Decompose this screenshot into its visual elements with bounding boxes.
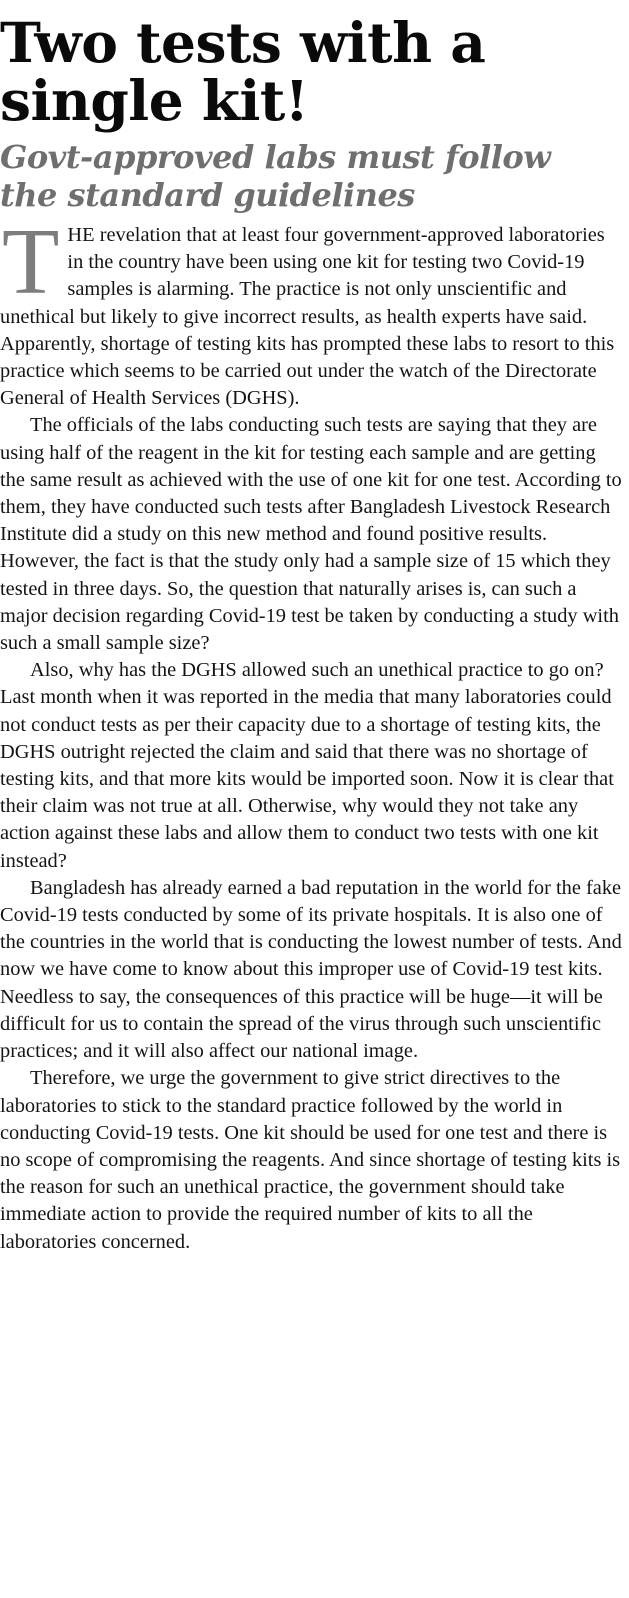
paragraph-1-text: HE revelation that at least four government-approved laboratories in the country have been using one kit for testing two Covid-19 samples is alarming. The practice is not only unscientific and unethical but likely to give incorrect results, as health experts have said. Apparently, shortage of testing kits has prompted these labs to resort to this practice which seems to be carried out under the watch of the Directorate General of Health Services (DGHS).: [0, 224, 615, 410]
headline: [0, 10, 625, 133]
paragraph-2: The officials of the labs conducting such tests are saying that they are using half of the reagent in the kit for testing each sample and are getting the same result as achieved with the use of one kit for one test. According to them, they have conducted such tests after Bangladesh Livestock Research Institute did a study on this new method and found positive results. However, the fact is that the study only had a sample size of 15 which they tested in three days. So, the question that naturally arises is, can such a major decision regarding Covid-19 test be taken by conducting a study with such a small sample size?: [0, 414, 622, 655]
headline-line-1: Two tests with a: [0, 10, 486, 75]
paragraph-3: Also, why has the DGHS allowed such an unethical practice to go on? Last month when it was reported in the media that many laboratories could not conduct tests as per their capacity due to a shortage of testing kits, the DGHS outright rejected the claim and said that there was no shortage of testing kits, and that more kits would be imported soon. Now it is clear that their claim was not true at all. Otherwise, why would they not take any action against these labs and allow them to conduct two tests with one kit instead?: [0, 659, 614, 872]
headline-line-2: single kit!: [0, 68, 309, 133]
paragraph-5: Therefore, we urge the government to give strict directives to the laboratories to stick to the standard practice followed by the world in conducting Covid-19 tests. One kit should be used for one test and there is no scope of compromising the reagents. And since shortage of testing kits is the reason for such an unethical practice, the government should take immediate action to provide the required number of kits to all the laboratories concerned.: [0, 1067, 621, 1253]
article-body: [0, 210, 625, 1256]
subheadline-line-1: Govt-approved labs must follow: [0, 138, 551, 176]
paragraph-1: [0, 210, 625, 412]
drop-cap: T: [2, 210, 60, 314]
subheadline-line-2: the standard guidelines: [0, 176, 415, 214]
paragraph-4: Bangladesh has already earned a bad reputation in the world for the fake Covid-19 tests conducted by some of its private hospitals. It is also one of the countries in the world that is conducting the lowest number of tests. And now we have come to know about this improper use of Covid-19 test kits. Needless to say, the consequences of this practice will be huge—it will be difficult for us to contain the spread of the virus through such unscientific practices; and it will also affect our national image.: [0, 876, 622, 1063]
subheadline: [0, 138, 625, 214]
